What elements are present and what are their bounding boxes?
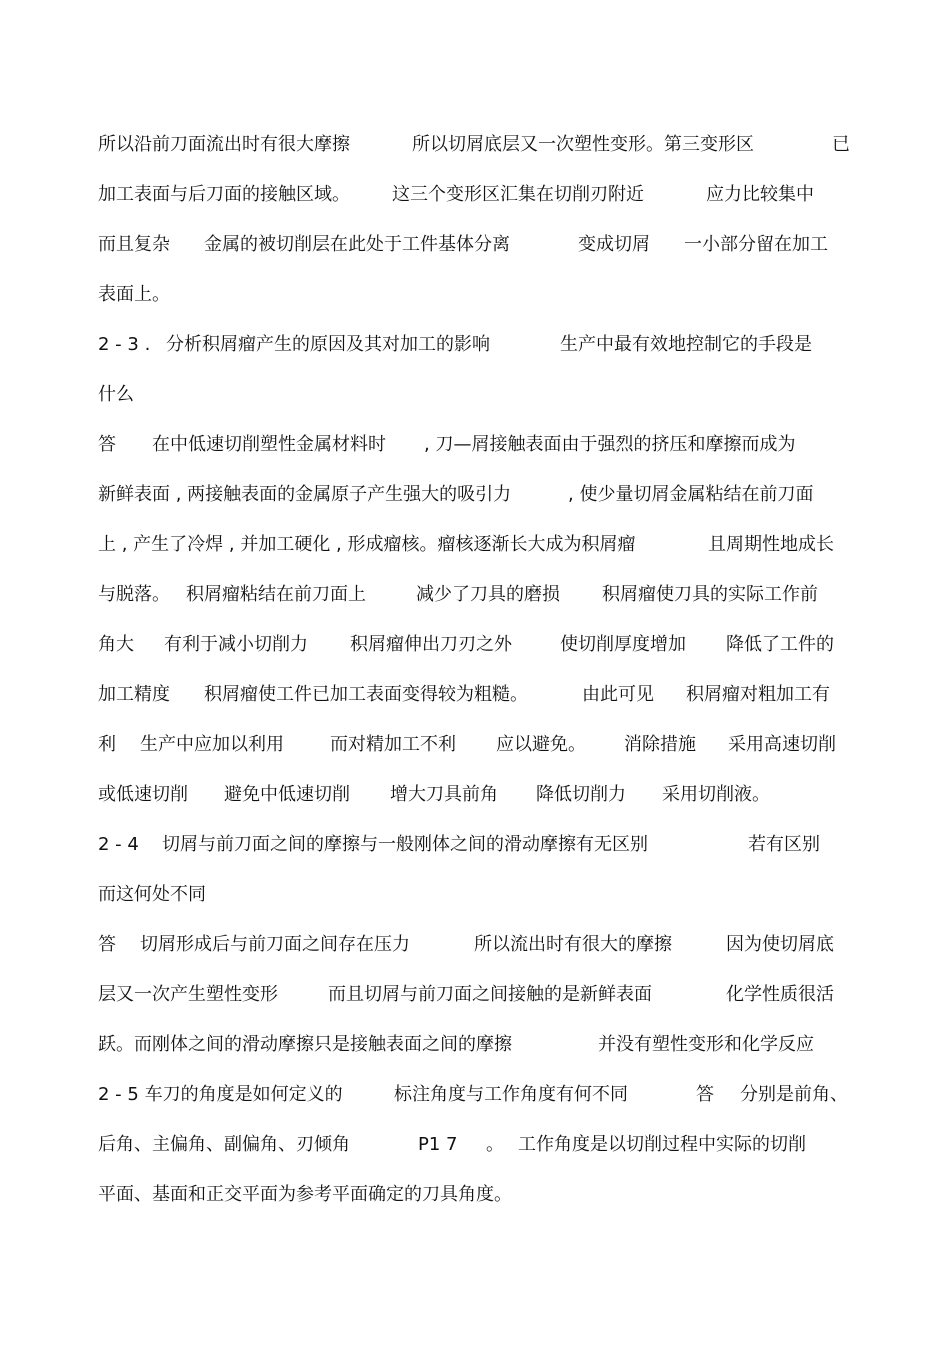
text-segment: 2 - 3 . <box>98 334 151 355</box>
text-segment: 跃。而刚体之间的滑动摩擦只是接触表面之间的摩擦 <box>98 1034 512 1055</box>
text-segment: 积屑瘤使工件已加工表面变得较为粗糙。 <box>204 684 528 705</box>
text-segment: 在中低速切削塑性金属材料时 <box>152 434 386 455</box>
text-segment: 切屑形成后与前刀面之间存在压力 <box>140 934 410 955</box>
text-segment: 所以切屑底层又一次塑性变形。第三变形区 <box>412 134 754 155</box>
text-segment: 所以流出时有很大的摩擦 <box>474 934 672 955</box>
text-segment: 已 <box>832 134 850 155</box>
text-segment: 应以避免。 <box>496 734 586 755</box>
text-segment: 降低切削力 <box>536 784 626 805</box>
text-segment: 生产中应加以利用 <box>140 734 284 755</box>
text-segment: 有利于减小切削力 <box>164 634 308 655</box>
text-segment: 消除措施 <box>624 734 696 755</box>
text-segment: , 刀—屑接触表面由于强烈的挤压和摩擦而成为 <box>424 434 796 455</box>
text-segment: 加工精度 <box>98 684 170 705</box>
text-segment: 后角、主偏角、副偏角、刃倾角 <box>98 1134 350 1155</box>
text-segment: 切屑与前刀面之间的摩擦与一般刚体之间的滑动摩擦有无区别 <box>162 834 648 855</box>
text-line-15 <box>98 830 858 860</box>
text-line-12 <box>98 680 858 710</box>
text-line-6 <box>98 380 858 410</box>
text-segment: 答 <box>696 1084 714 1105</box>
text-segment: 降低了工件的 <box>726 634 834 655</box>
text-segment: 角大 <box>98 634 134 655</box>
text-line-20 <box>98 1080 858 1110</box>
text-segment: 层又一次产生塑性变形 <box>98 984 278 1005</box>
text-segment: 避免中低速切削 <box>224 784 350 805</box>
text-segment: 2 - 4 <box>98 834 139 855</box>
text-segment: 采用切削液。 <box>662 784 770 805</box>
text-segment: 并没有塑性变形和化学反应 <box>598 1034 814 1055</box>
text-segment: 而且切屑与前刀面之间接触的是新鲜表面 <box>328 984 652 1005</box>
text-line-5 <box>98 330 858 360</box>
text-segment: , 使少量切屑金属粘结在前刀面 <box>568 484 814 505</box>
text-segment: 若有区别 <box>748 834 820 855</box>
text-segment: 采用高速切削 <box>728 734 836 755</box>
text-segment: 表面上。 <box>98 284 170 305</box>
text-segment: 变成切屑 <box>578 234 650 255</box>
text-segment: 一小部分留在加工 <box>684 234 828 255</box>
text-segment: 或低速切削 <box>98 784 188 805</box>
text-line-2 <box>98 180 858 210</box>
text-segment: 由此可见 <box>582 684 654 705</box>
text-line-22 <box>98 1180 858 1210</box>
text-segment: P1 7 <box>418 1134 458 1155</box>
text-segment: 积屑瘤伸出刀刃之外 <box>350 634 512 655</box>
text-segment: 而且复杂 <box>98 234 170 255</box>
text-segment: 这三个变形区汇集在切削刃附近 <box>392 184 644 205</box>
text-line-17 <box>98 930 858 960</box>
text-line-9 <box>98 530 858 560</box>
text-segment: 所以沿前刀面流出时有很大摩擦 <box>98 134 350 155</box>
text-segment: 答 <box>98 434 116 455</box>
text-segment: 金属的被切削层在此处于工件基体分离 <box>204 234 510 255</box>
text-segment: 标注角度与工作角度有何不同 <box>394 1084 628 1105</box>
text-line-1 <box>98 130 858 160</box>
text-segment: 平面、基面和正交平面为参考平面确定的刀具角度。 <box>98 1184 512 1205</box>
text-segment: 利 <box>98 734 116 755</box>
text-segment: 新鲜表面 , 两接触表面的金属原子产生强大的吸引力 <box>98 484 512 505</box>
text-segment: 分析积屑瘤产生的原因及其对加工的影响 <box>166 334 490 355</box>
text-line-13 <box>98 730 858 760</box>
text-line-4 <box>98 280 858 310</box>
text-segment: 应力比较集中 <box>706 184 814 205</box>
text-segment: 积屑瘤粘结在前刀面上 <box>186 584 366 605</box>
text-segment: 且周期性地成长 <box>708 534 834 555</box>
text-segment: 。 <box>486 1134 504 1155</box>
text-segment: 使切削厚度增加 <box>560 634 686 655</box>
text-line-8 <box>98 480 858 510</box>
text-line-11 <box>98 630 858 660</box>
text-segment: 积屑瘤使刀具的实际工作前 <box>602 584 818 605</box>
text-segment: 而这何处不同 <box>98 884 206 905</box>
text-segment: 加工表面与后刀面的接触区域。 <box>98 184 350 205</box>
text-line-3 <box>98 230 858 260</box>
text-line-16 <box>98 880 858 910</box>
text-segment: 什么 <box>98 384 134 405</box>
text-line-18 <box>98 980 858 1010</box>
text-segment: 分别是前角、 <box>740 1084 848 1105</box>
text-segment: 工作角度是以切削过程中实际的切削 <box>518 1134 806 1155</box>
text-segment: 增大刀具前角 <box>390 784 498 805</box>
text-segment: 答 <box>98 934 116 955</box>
text-segment: 生产中最有效地控制它的手段是 <box>560 334 812 355</box>
text-segment: 与脱落。 <box>98 584 170 605</box>
text-line-14 <box>98 780 858 810</box>
text-segment: 因为使切屑底 <box>726 934 834 955</box>
text-segment: 化学性质很活 <box>726 984 834 1005</box>
text-segment: 积屑瘤对粗加工有 <box>686 684 830 705</box>
text-segment: 2 - 5 车刀的角度是如何定义的 <box>98 1084 343 1105</box>
text-segment: 而对精加工不利 <box>330 734 456 755</box>
text-segment: 上 , 产生了冷焊 , 并加工硬化 , 形成瘤核。瘤核逐渐长大成为积屑瘤 <box>98 534 636 555</box>
text-line-21 <box>98 1130 858 1160</box>
text-line-10 <box>98 580 858 610</box>
text-line-19 <box>98 1030 858 1060</box>
text-segment: 减少了刀具的磨损 <box>416 584 560 605</box>
text-line-7 <box>98 430 858 460</box>
